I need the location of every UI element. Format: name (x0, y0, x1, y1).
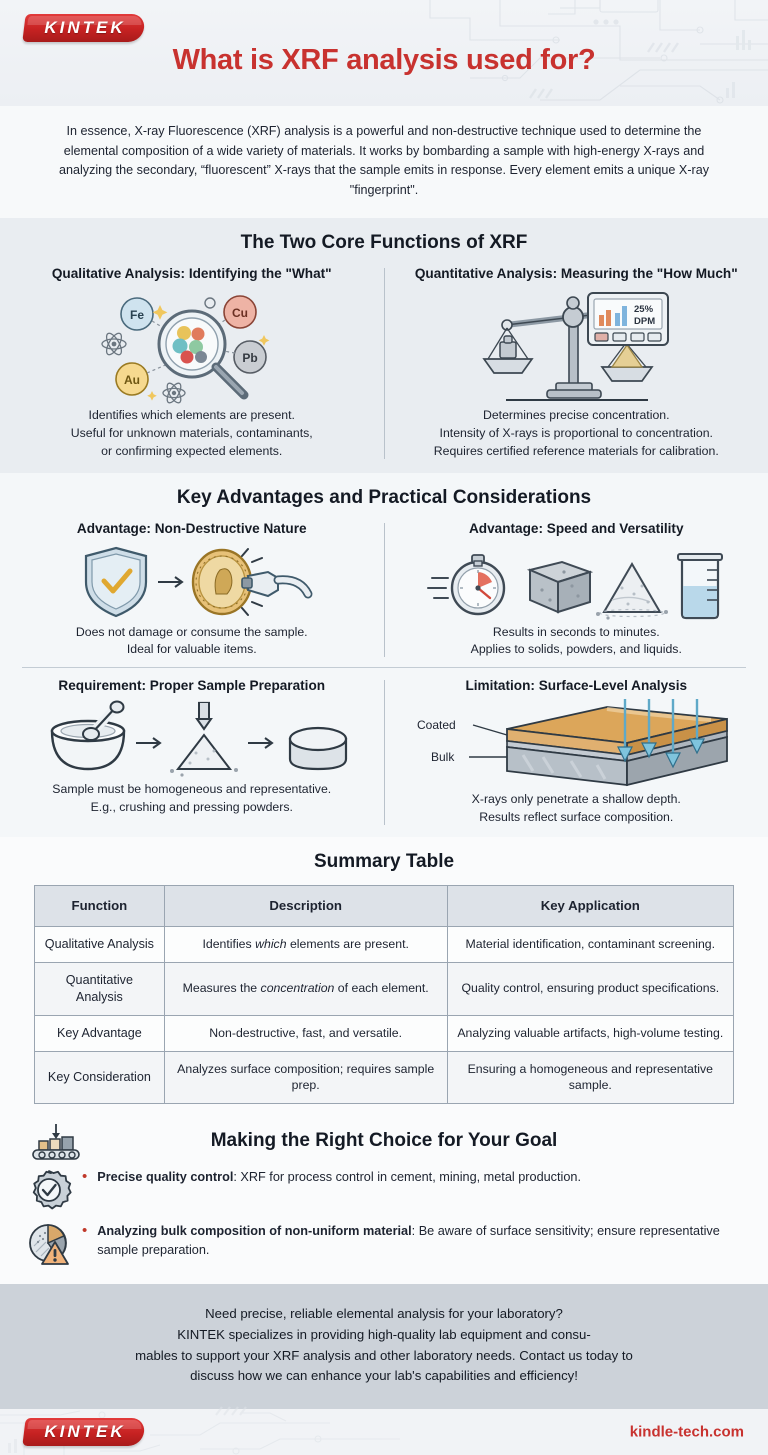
core-section-title: The Two Core Functions of XRF (0, 232, 768, 254)
advantages-section-title: Key Advantages and Practical Considerations (0, 487, 768, 509)
footer-logo-text: KINTEK (24, 1418, 144, 1446)
intro-paragraph: In essence, X-ray Fluorescence (XRF) analysis is a powerful and non-destructive technique used to determine the elemental composition of a wide variety of materials. It works by bombarding a sample with high-energy X-rays and analyzing the secondary, “fluorescent” X-rays that the sample emits in response. Every element emits a unique X-ray "fingerprint". (40, 122, 728, 200)
cta-paragraph (52, 1304, 716, 1387)
cta-line-1: Need precise, reliable elemental analysis for your laboratory? (52, 1304, 716, 1325)
non-destructive-blurb (14, 624, 370, 660)
speed-sub-title: Advantage: Speed and Versatility (399, 521, 755, 536)
choice-bullet-2-lead: Analyzing bulk composition of non-uniform material (97, 1224, 411, 1238)
desc-post: elements are present. (287, 937, 409, 951)
sample-prep-blurb-line-2: E.g., crushing and pressing powders. (14, 799, 370, 817)
non-destructive-blurb-line-1: Does not damage or consume the sample. (14, 624, 370, 642)
core-columns (0, 266, 768, 460)
logo-text: KINTEK (24, 14, 144, 42)
cell-function: Key Consideration (35, 1051, 165, 1103)
requirement-sample-prep-cell (0, 678, 384, 827)
cell-function: Quantitative Analysis (35, 962, 165, 1015)
summary-band (0, 837, 768, 1116)
choice-bullet-2-rest: : Be aware of surface sensitivity; ensure representative sample preparation. (97, 1224, 720, 1257)
mortar-pestle-illustration (14, 699, 370, 781)
footer-website-url[interactable]: kindle-tech.com (630, 1424, 744, 1441)
balance-scale-illustration (399, 287, 755, 407)
non-destructive-sub-title: Advantage: Non-Destructive Nature (14, 521, 370, 536)
surface-blurb-line-1: X-rays only penetrate a shallow depth. (399, 791, 755, 809)
qualitative-blurb-line-2: Useful for unknown materials, contaminants, (14, 425, 370, 443)
choice-bullet-1-lead: Precise quality control (97, 1170, 233, 1184)
shield-coin-illustration (14, 542, 370, 624)
choice-header (0, 1120, 768, 1162)
desc-pre: Identifies (202, 937, 255, 951)
qualitative-blurb-line-1: Identifies which elements are present. (14, 407, 370, 425)
desc-post: of each element. (334, 981, 428, 995)
element-label-au: Au (124, 373, 140, 387)
table-row (35, 1051, 734, 1103)
choice-section-title: Making the Right Choice for Your Goal (211, 1130, 558, 1152)
choice-band (0, 1116, 768, 1284)
quantitative-blurb-line-3: Requires certified reference materials for calibration. (399, 443, 755, 461)
page-title: What is XRF analysis used for? (0, 44, 768, 77)
cell-description (164, 926, 447, 962)
core-quantitative-column (385, 266, 768, 460)
cell-function: Key Advantage (35, 1015, 165, 1051)
conveyor-belt-icon (28, 1122, 84, 1164)
qualitative-blurb (14, 407, 370, 460)
summary-table (34, 885, 734, 1104)
cell-application: Material identification, contaminant screening. (447, 926, 733, 962)
advantage-non-destructive-cell (0, 521, 384, 660)
core-functions-band (0, 218, 768, 472)
advantages-band (0, 473, 768, 837)
surface-blurb (399, 791, 755, 827)
cell-function: Qualitative Analysis (35, 926, 165, 962)
desc-pre: Non-destructive, fast, and versatile. (209, 1026, 402, 1040)
advantage-speed-cell (385, 521, 768, 660)
speed-blurb-line-2: Applies to solids, powders, and liquids. (399, 641, 755, 659)
surface-penetration-illustration (399, 699, 755, 791)
cell-application: Ensuring a homogeneous and representative sample. (447, 1051, 733, 1103)
qualitative-blurb-line-3: or confirming expected elements. (14, 443, 370, 461)
sample-prep-blurb (14, 781, 370, 817)
speed-blurb (399, 624, 755, 660)
cell-description (164, 962, 447, 1015)
intro-band (0, 106, 768, 218)
cell-application: Quality control, ensuring product specifications. (447, 962, 733, 1015)
element-label-pb: Pb (242, 351, 257, 365)
bullet-dot: • (82, 1168, 87, 1186)
summary-section-title: Summary Table (0, 851, 768, 873)
table-row (35, 962, 734, 1015)
pie-chart-warning-icon (26, 1222, 72, 1266)
coated-label: Coated (417, 718, 456, 732)
choice-bullet-2 (0, 1216, 768, 1270)
choice-bullet-1 (0, 1162, 768, 1216)
desc-pre: Measures the (183, 981, 261, 995)
summary-table-wrap (0, 885, 768, 1104)
gear-check-icon (26, 1168, 72, 1212)
surface-sub-title: Limitation: Surface-Level Analysis (399, 678, 755, 693)
quantitative-blurb-line-1: Determines precise concentration. (399, 407, 755, 425)
quantitative-sub-title: Quantitative Analysis: Measuring the "How Much" (399, 266, 755, 281)
cta-line-3: mables to support your XRF analysis and other laboratory needs. Contact us today to (52, 1346, 716, 1367)
cta-line-2: KINTEK specializes in providing high-quality lab equipment and consu- (52, 1325, 716, 1346)
cell-description (164, 1015, 447, 1051)
choice-bullet-1-text (97, 1168, 728, 1187)
sample-prep-blurb-line-1: Sample must be homogeneous and representative. (14, 781, 370, 799)
quantitative-blurb-line-2: Intensity of X-rays is proportional to concentration. (399, 425, 755, 443)
table-row (35, 1015, 734, 1051)
cell-description (164, 1051, 447, 1103)
speed-versatility-illustration (399, 542, 755, 624)
page-header (0, 0, 768, 106)
display-value: 25% (634, 304, 654, 315)
table-row (35, 926, 734, 962)
core-qualitative-column (0, 266, 384, 460)
speed-blurb-line-1: Results in seconds to minutes. (399, 624, 755, 642)
limitation-surface-cell (385, 678, 768, 827)
advantages-row-top (0, 521, 768, 660)
desc-emphasis: which (255, 937, 286, 951)
cta-band (0, 1284, 768, 1409)
footer-brand-logo[interactable] (24, 1418, 144, 1446)
sample-prep-sub-title: Requirement: Proper Sample Preparation (14, 678, 370, 693)
column-header-function: Function (35, 885, 165, 926)
column-header-description: Description (164, 885, 447, 926)
qualitative-sub-title: Qualitative Analysis: Identifying the "What" (14, 266, 370, 281)
non-destructive-blurb-line-2: Ideal for valuable items. (14, 641, 370, 659)
choice-bullet-2-text (97, 1222, 728, 1260)
element-label-cu: Cu (232, 306, 248, 320)
bulk-label: Bulk (431, 750, 455, 764)
desc-pre: Analyzes surface composition; requires sample prep. (177, 1062, 434, 1093)
element-label-fe: Fe (130, 308, 144, 322)
page-footer (0, 1409, 768, 1455)
table-header-row (35, 885, 734, 926)
magnifier-elements-illustration (14, 287, 370, 407)
surface-blurb-line-2: Results reflect surface composition. (399, 809, 755, 827)
cta-line-4: discuss how we can enhance your lab's capabilities and efficiency! (52, 1366, 716, 1387)
advantages-row-divider (22, 667, 746, 668)
column-header-key-application: Key Application (447, 885, 733, 926)
display-unit: DPM (634, 316, 655, 327)
choice-bullet-1-rest: : XRF for process control in cement, mining, metal production. (233, 1170, 581, 1184)
advantages-row-bottom (0, 678, 768, 827)
bullet-dot: • (82, 1222, 87, 1240)
cell-application: Analyzing valuable artifacts, high-volume testing. (447, 1015, 733, 1051)
quantitative-blurb (399, 407, 755, 460)
desc-emphasis: concentration (261, 981, 335, 995)
brand-logo[interactable] (24, 14, 144, 42)
